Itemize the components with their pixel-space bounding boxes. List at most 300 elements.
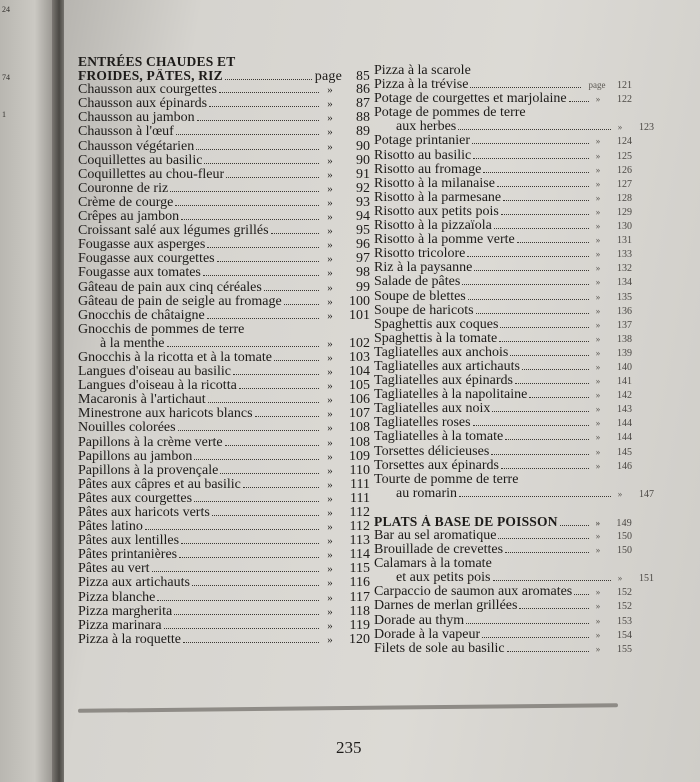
section-heading-starters [78,55,370,83]
dot-leader [472,142,589,144]
section-heading-fish [374,515,632,529]
ditto-mark: » [595,361,601,372]
dot-leader [226,176,319,178]
dot-leader [492,410,589,412]
ditto-mark: » [327,351,333,364]
left-page-fragment: 1 [2,110,6,119]
page-number: 108 [349,420,370,436]
ditto-mark: » [327,422,333,435]
dot-leader [468,298,589,300]
index-entry [374,304,632,318]
dot-leader [476,312,589,314]
dot-leader [467,255,589,257]
dot-leader [264,289,319,291]
entry-name: Pâtes aux câpres et au basilic [78,477,241,492]
dot-leader [176,133,319,135]
index-entry [78,238,370,252]
dot-leader [239,387,319,389]
dot-leader [212,514,319,516]
ditto-mark: » [595,94,601,105]
entry-name: Pizza margherita [78,604,173,619]
entry-list [78,83,370,323]
page-number: 108 [349,434,370,450]
entry-name: Risotto à la parmesane [374,190,502,205]
dot-leader [501,467,589,469]
page-number: 117 [349,589,370,605]
index-entry [78,591,370,605]
ditto-mark: » [327,619,333,632]
entry-name: Torsettes délicieuses [374,444,490,459]
page-number: 114 [349,547,370,563]
ditto-mark: » [327,196,333,209]
dot-leader [164,627,319,629]
entry-name: Croissant salé aux légumes grillés [78,224,269,239]
entry-name: Gnocchis de châtaigne [78,308,205,323]
index-column-right [374,64,654,656]
entry-name: Tagliatelles à la tomate [374,430,504,445]
ditto-mark: » [327,154,333,167]
index-entry [374,134,632,148]
entry-name: Coquillettes au chou-fleur [78,167,225,182]
dot-leader [170,190,319,192]
index-entry [78,351,370,365]
dot-leader [501,213,589,215]
dot-leader [507,650,589,652]
entry-continuation [374,571,654,585]
ditto-mark: » [327,140,333,153]
dot-leader [474,269,589,271]
page-number: 152 [617,601,632,613]
dot-leader [483,171,589,173]
ditto-mark: » [595,319,601,330]
index-entry [78,210,370,224]
ditto-mark: » [327,591,333,604]
dot-leader [494,227,589,229]
dot-leader [522,368,589,370]
page-number: 135 [617,291,632,303]
dot-leader [178,429,319,431]
ditto-mark: » [595,390,601,401]
entry-name: Darnes de merlan grillées [374,599,518,614]
index-entry [78,478,370,492]
page-number: 128 [617,192,632,204]
page-number: 110 [349,462,370,478]
page-number: 107 [349,406,370,422]
dot-leader [209,105,319,107]
page-number: 91 [356,166,370,182]
ditto-mark: » [327,507,333,519]
ditto-mark: » [595,418,601,429]
index-entry [78,619,370,633]
page-number: 155 [617,643,632,655]
ditto-mark: » [595,347,601,358]
dot-leader [470,86,581,88]
ditto-mark: » [595,517,601,528]
index-entry-wrapped [78,323,370,351]
page-number: 146 [617,460,632,472]
entry-name: Carpaccio de saumon aux aromates [374,585,573,600]
page-number: 149 [616,517,632,529]
index-entry [374,163,632,177]
entry-name: Tagliatelles aux noix [374,402,491,417]
index-entry [374,149,632,163]
ditto-mark: » [595,531,601,541]
entry-name: et aux petits pois [396,571,491,586]
ditto-mark: » [327,84,333,97]
dot-leader [207,246,319,248]
entry-name: Gnocchis à la ricotta et à la tomate [78,350,272,365]
entry-name: Brouillade de crevettes [374,543,504,558]
dot-leader [181,542,319,544]
ditto-mark: » [327,239,333,252]
entry-name: Crème de courge [78,195,174,210]
entry-name: Tagliatelles à la napolitaine [374,388,528,403]
index-entry [78,83,370,97]
index-entry-wrapped [374,556,654,586]
index-entry [78,407,370,421]
dot-leader [175,204,319,206]
entry-name: Pâtes aux courgettes [78,491,193,506]
ditto-mark: » [327,605,333,618]
page-number: 142 [617,390,632,402]
dot-leader [482,636,589,638]
entry-name: Pâtes aux haricots verts [78,506,210,520]
index-entry [374,529,632,543]
ditto-mark: » [617,488,623,499]
entry-name: Tagliatelles aux épinards [374,374,513,389]
ditto-mark: » [327,394,333,407]
ditto-mark: » [595,221,601,232]
index-entry [78,309,370,323]
ditto-mark: » [327,295,333,308]
ditto-mark: » [595,291,601,302]
index-entry [78,506,370,520]
entry-name: Pâtes latino [78,520,143,535]
ditto-mark: » [595,305,601,316]
entry-name: Chausson au jambon [78,111,195,126]
ditto-mark: » [327,521,333,534]
index-entry [78,450,370,464]
heading-line: FROIDES, PÂTES, RIZ [78,69,223,84]
entry-name: Papillons à la provençale [78,463,219,478]
entry-name: à la menthe [100,336,165,351]
entry-name: Pizza à la roquette [78,632,182,647]
page-number: 106 [349,392,370,408]
entry-name: Pâtes printanières [78,548,178,563]
index-entry [374,191,632,205]
page-number: 121 [617,80,632,92]
entry-name: Macaronis à l'artichaut [78,393,206,408]
ditto-mark: » [595,178,601,189]
dot-leader [204,162,319,164]
page-number: 150 [617,545,632,557]
entry-name: Filets de sole au basilic [374,641,505,656]
entry-name: Langues d'oiseau au basilic [78,365,231,380]
ditto-mark: » [327,408,333,421]
dot-leader [493,579,612,581]
page-number: 92 [356,180,370,196]
index-column-left [78,55,370,647]
index-entry [78,125,370,139]
ditto-mark: » [327,309,333,322]
ditto-mark: » [595,376,601,387]
page-number: 94 [356,209,370,225]
ditto-mark: » [327,112,333,125]
dot-leader [462,283,589,285]
page-number: 87 [356,96,370,112]
dot-leader [473,157,589,159]
index-entry [374,642,632,656]
index-entry [374,78,632,92]
index-entry [374,374,632,388]
page-number: 138 [617,333,632,345]
dot-leader [517,241,589,243]
ditto-mark: » [595,263,601,274]
dot-leader [519,607,589,609]
dot-leader [284,303,319,305]
dot-leader [192,584,319,586]
index-entry [78,266,370,280]
ditto-mark: » [595,150,601,161]
entry-name: Pizza aux artichauts [78,576,190,591]
ditto-mark: » [327,478,333,491]
ditto-mark: » [327,253,333,266]
ditto-mark: » [327,577,333,590]
entry-name: Crêpes au jambon [78,210,180,225]
heading-entry [78,69,370,83]
dot-leader [510,354,589,356]
page-number: 102 [349,335,370,351]
entry-name: Coquillettes au basilic [78,153,203,168]
entry-name: Nouilles colorées [78,421,176,436]
page-number: 129 [617,206,632,218]
index-entry [374,543,632,557]
entry-name: Papillons au jambon [78,449,193,464]
entry-name: Pizza à la trévise [374,78,469,93]
entry-continuation [374,487,654,501]
dot-leader [225,78,312,80]
ditto-mark: » [595,249,601,260]
entry-name: Gâteau de pain aux cinq céréales [78,280,262,295]
dot-leader [167,345,319,347]
dot-leader [255,415,319,417]
page-number: 105 [349,378,370,394]
page-number: 99 [356,279,370,295]
index-entry [78,464,370,478]
ditto-mark: » [595,206,601,217]
ditto-mark: » [595,460,601,471]
page-number: 154 [617,629,632,641]
index-entry [374,430,632,444]
index-entry [78,436,370,450]
page-number: 132 [617,263,632,275]
index-entry [78,224,370,238]
index-entry [78,97,370,111]
entry-name: Pâtes aux lentilles [78,534,180,549]
page-number: 88 [356,110,370,126]
page-number: 151 [639,573,654,585]
entry-name: Chausson aux courgettes [78,83,217,98]
entry-name: Risotto au basilic [374,148,472,163]
page-number: 96 [356,237,370,253]
dot-leader [225,444,319,446]
index-entry [78,111,370,125]
dot-leader [505,551,589,553]
entry-name: Potage de courgettes et marjolaine [374,92,567,107]
dot-leader [179,556,319,558]
entry-name: Gâteau de pain de seigle au fromage [78,294,282,309]
index-entry [78,196,370,210]
index-entry [78,252,370,266]
page-number: 147 [639,488,654,500]
dot-leader [219,91,319,93]
entry-list [374,585,639,655]
entry-name: Risotto au fromage [374,162,482,177]
entry-name: Papillons à la crème verte [78,435,223,450]
ditto-mark: » [595,333,601,344]
page-number-footer: 235 [336,738,362,757]
page-number: 90 [356,152,370,168]
dot-leader [152,570,319,572]
entry-name: Langues d'oiseau à la ricotta [78,379,237,394]
entry-name: Riz à la paysanne [374,261,473,276]
page-number: 137 [617,319,632,331]
ditto-mark: » [327,337,333,350]
entry-name: Dorade au thym [374,613,465,628]
index-entry [374,247,632,261]
index-entry [78,520,370,534]
dot-leader [194,458,319,460]
page-number: 95 [356,223,370,239]
ditto-mark: » [327,464,333,477]
index-entry [374,402,632,416]
dot-leader [458,128,611,130]
ditto-mark: » [327,633,333,646]
entry-name: Pizza blanche [78,590,156,605]
entry-name: Minestrone aux haricots blancs [78,407,253,422]
entry-list [374,92,639,106]
index-entry [374,64,632,78]
ditto-mark: » [327,281,333,294]
dot-leader [208,401,319,403]
dot-leader [569,100,589,102]
ditto-mark: » [595,601,601,612]
dot-leader [271,232,319,234]
index-entry [374,360,632,374]
page-number: 111 [350,490,370,506]
page-number: 143 [617,404,632,416]
page-number: 141 [617,376,632,388]
left-page-fragment: 24 [2,5,10,14]
entry-name: Chausson à l'œuf [78,125,174,140]
page-number: 130 [617,221,632,233]
left-page-edge [0,0,58,782]
page-number: 124 [617,136,632,148]
dot-leader [203,274,319,276]
page-number: 122 [617,94,632,106]
page-number: 140 [617,361,632,373]
dot-leader [574,593,589,595]
ditto-mark: » [327,366,333,379]
index-entry [374,628,632,642]
ditto-mark: » [595,192,601,203]
page-number: 90 [356,138,370,154]
index-entry [78,379,370,393]
index-entry [374,233,632,247]
index-entry [374,219,632,233]
entry-list [78,351,370,647]
dot-leader [207,317,319,319]
page-number: 115 [349,561,370,577]
entry-name: Torsettes aux épinards [374,458,499,473]
dot-leader [491,453,589,455]
section-gap [374,501,639,515]
entry-name: Potage printanier [374,134,471,149]
section-title: PLATS À BASE DE POISSON [374,514,558,529]
page-number: 85 [356,68,370,84]
page-number: 97 [356,251,370,267]
entry-name: Gnocchis de pommes de terre [78,321,245,337]
entry-list [374,134,639,472]
ditto-mark: » [327,563,333,576]
ditto-mark: » [595,164,601,175]
entry-name: Bar au sel aromatique [374,529,497,543]
page-number: 144 [617,418,632,430]
page-number: 104 [349,364,370,380]
page-number: 93 [356,194,370,210]
index-entry [78,168,370,182]
page-number: 150 [617,531,632,542]
index-entry [374,290,632,304]
dot-leader [503,199,589,201]
dot-leader [274,359,319,361]
ditto-mark: » [595,277,601,288]
entry-name: Potage de pommes de terre [374,105,526,121]
index-entry [374,346,632,360]
index-entry [374,318,632,332]
dot-leader [497,185,589,187]
heading-line: ENTRÉES CHAUDES ET [78,54,236,69]
index-entry [78,548,370,562]
dot-leader [233,373,319,375]
index-entry [374,177,632,191]
entry-continuation [78,337,370,351]
dot-leader [498,537,589,539]
ditto-mark: » [595,235,601,246]
page-number: 145 [617,446,632,458]
ditto-mark: » [595,629,601,640]
entry-name: Spaghettis à la tomate [374,331,498,346]
ditto-mark: » [327,267,333,280]
index-entry [78,154,370,168]
index-entry [374,599,632,613]
dot-leader [183,641,319,643]
index-entry [78,576,370,590]
ditto-mark: » [327,168,333,181]
page-number: 127 [617,178,632,190]
page-number: 118 [349,603,370,619]
dot-leader [197,119,319,121]
ditto-mark: » [595,643,601,654]
page-number: 126 [617,164,632,176]
entry-name: Chausson végétarien [78,139,195,154]
dot-leader [217,260,319,262]
index-entry [78,365,370,379]
index-entry [78,633,370,647]
page-number: 100 [349,293,370,309]
dot-leader [157,599,319,601]
dot-leader [560,524,589,526]
